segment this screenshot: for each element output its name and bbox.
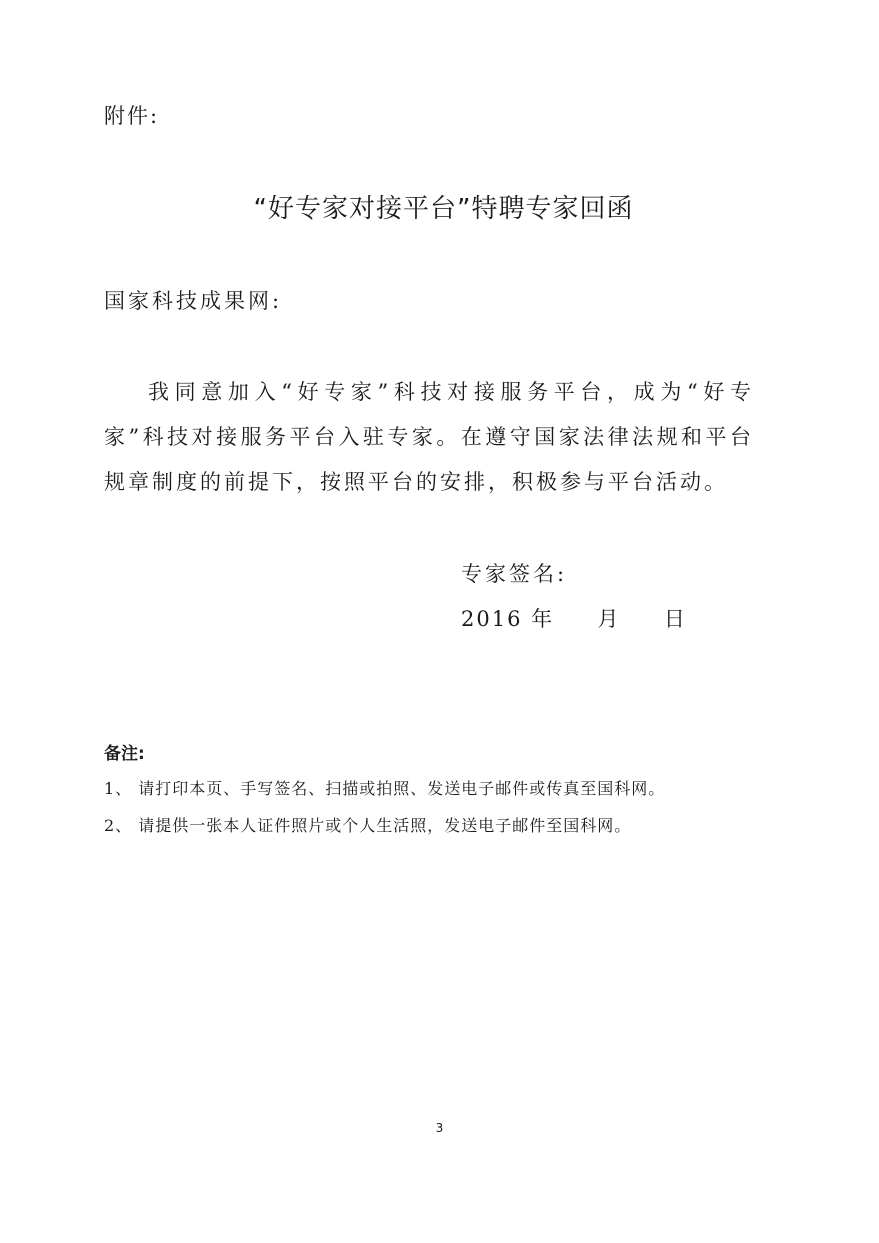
signature-label: 专家签名:: [461, 562, 568, 586]
note-item-1: 1、 请打印本页、手写签名、扫描或拍照、发送电子邮件或传真至国科网。: [104, 779, 666, 798]
note-item-2: 2、 请提供一张本人证件照片或个人生活照，发送电子邮件至国科网。: [104, 816, 632, 835]
notes-heading: 备注:: [104, 744, 145, 764]
recipient-line: 国家科技成果网:: [104, 289, 283, 313]
date-line: 2016 年 月 日: [461, 607, 687, 631]
attachment-label: 附件:: [104, 104, 160, 128]
page-number: 3: [435, 1121, 444, 1135]
body-paragraph: 我同意加入“好专家”科技对接服务平台，成为“好专家”科技对接服务平台入驻专家。在遵守国家法律法规和平台规章制度的前提下，按照平台的安排，积极参与平台活动。: [104, 380, 754, 494]
document-title: “好专家对接平台”特聘专家回函: [253, 194, 634, 224]
